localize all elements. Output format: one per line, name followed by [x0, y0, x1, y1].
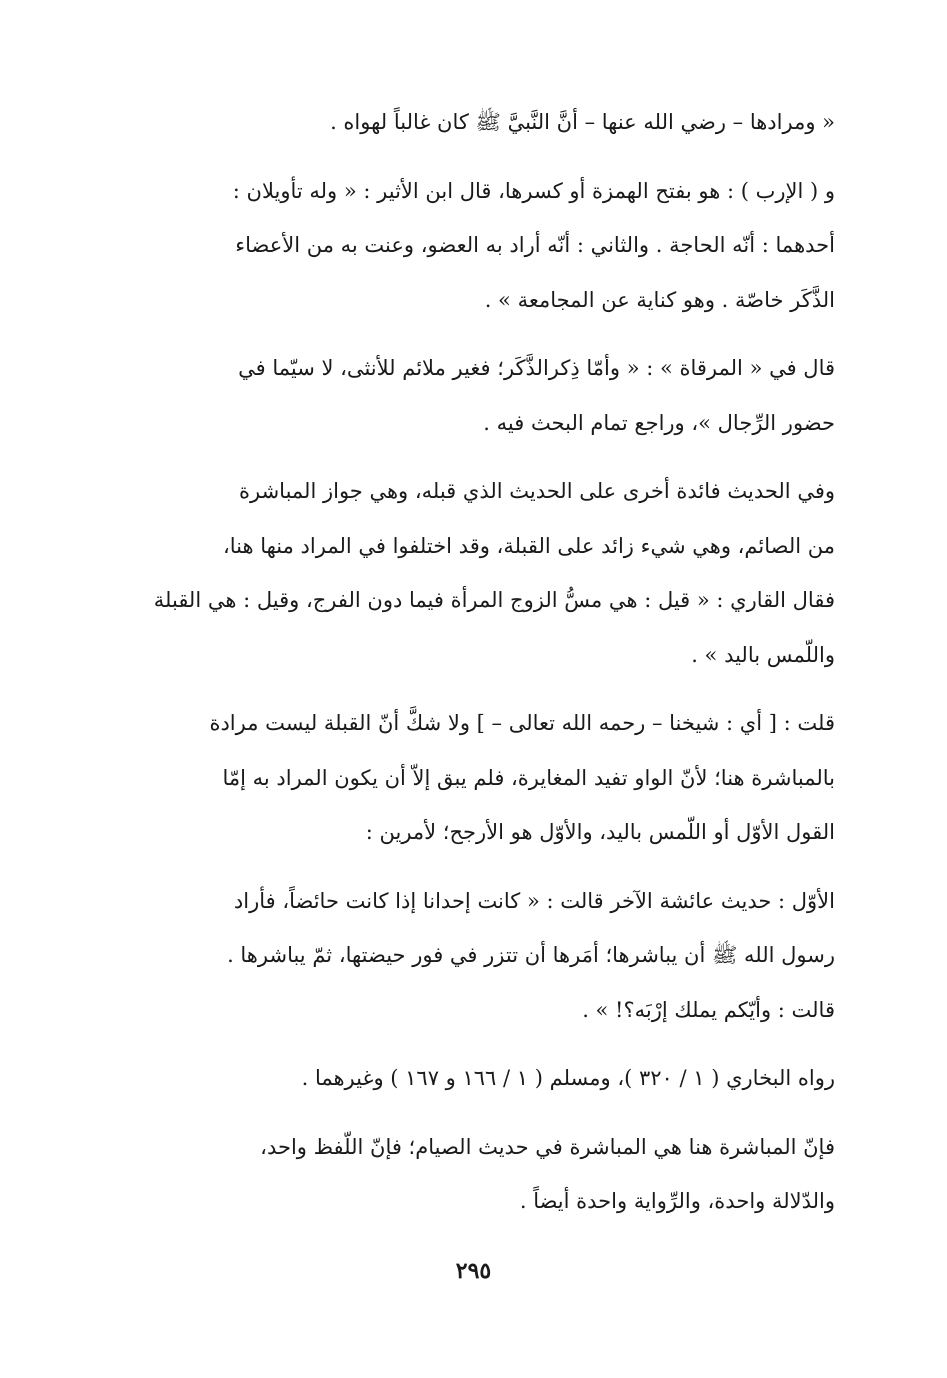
paragraph-5 — [120, 696, 835, 860]
paragraph-6 — [120, 874, 835, 1038]
text-line: واللّمس باليد » . — [691, 642, 835, 667]
text-line: فقال القاري : « قيل : هي مسُّ الزوج المرأة فيما دون الفرج، وقيل : هي القبلة — [153, 588, 835, 612]
text-line: فإنّ المباشرة هنا هي المباشرة في حديث الصيام؛ فإنّ اللّفظ واحد، — [260, 1134, 835, 1159]
text-line: الذَّكَر خاصّة . وهو كناية عن المجامعة » . — [484, 287, 835, 312]
text-line: قال في « المرقاة » : « وأمّا ذِكرالذَّكَر؛ فغير ملائم للأنثى، لا سيّما في — [238, 356, 835, 380]
text-line: بالمباشرة هنا؛ لأنّ الواو تفيد المغايرة، فلم يبق إلاّ أن يكون المراد به إمّا — [222, 765, 835, 790]
text-line: أحدهما : أنّه الحاجة . والثاني : أنّه أراد به العضو، وعنت به من الأعضاء — [235, 233, 835, 257]
text-line: من الصائم، وهي شيء زائد على القبلة، وقد اختلفوا في المراد منها هنا، — [222, 533, 835, 558]
text-line: و ( الإرب ) : هو بفتح الهمزة أو كسرها، قال ابن الأثير : « وله تأويلان : — [232, 178, 835, 203]
text-line: قالت : وأيّكم يملك إرْبَه؟! » . — [582, 997, 835, 1022]
text-line: « ومرادها – رضي الله عنها – أنَّ النَّبيَّ ﷺ كان غالباً لهواه . — [330, 110, 835, 134]
text-line: والدّلالة واحدة، والرِّواية واحدة أيضاً . — [519, 1189, 835, 1213]
paragraph-3 — [120, 341, 835, 450]
text-line: رواه البخاري ( ١ / ٣٢٠ )، ومسلم ( ١ / ١٦٦ و ١٦٧ ) وغيرهما . — [301, 1066, 835, 1090]
text-line: حضور الرِّجال »، وراجع تمام البحث فيه . — [483, 410, 835, 435]
text-line: وفي الحديث فائدة أخرى على الحديث الذي قبله، وهي جواز المباشرة — [239, 479, 835, 503]
paragraph-1 — [120, 95, 835, 150]
paragraph-2 — [120, 164, 835, 328]
text-line: قلت : [ أي : شيخنا – رحمه الله تعالى – ] ولا شكَّ أنّ القبلة ليست مرادة — [209, 711, 835, 735]
paragraph-4 — [120, 464, 835, 682]
text-line: رسول الله ﷺ أن يباشرها؛ أمَرها أن تتزر في فور حيضتها، ثمّ يباشرها . — [227, 943, 835, 967]
paragraph-8 — [120, 1120, 835, 1229]
page-body — [120, 95, 835, 1243]
text-line: القول الأوّل أو اللّمس باليد، والأوّل هو الأرجح؛ لأمرين : — [365, 820, 835, 844]
paragraph-7 — [120, 1051, 835, 1106]
text-line: الأوّل : حديث عائشة الآخر قالت : « كانت إحدانا إذا كانت حائضاً، فأراد — [233, 888, 835, 913]
page-number: ٢٩٥ — [455, 1258, 492, 1284]
